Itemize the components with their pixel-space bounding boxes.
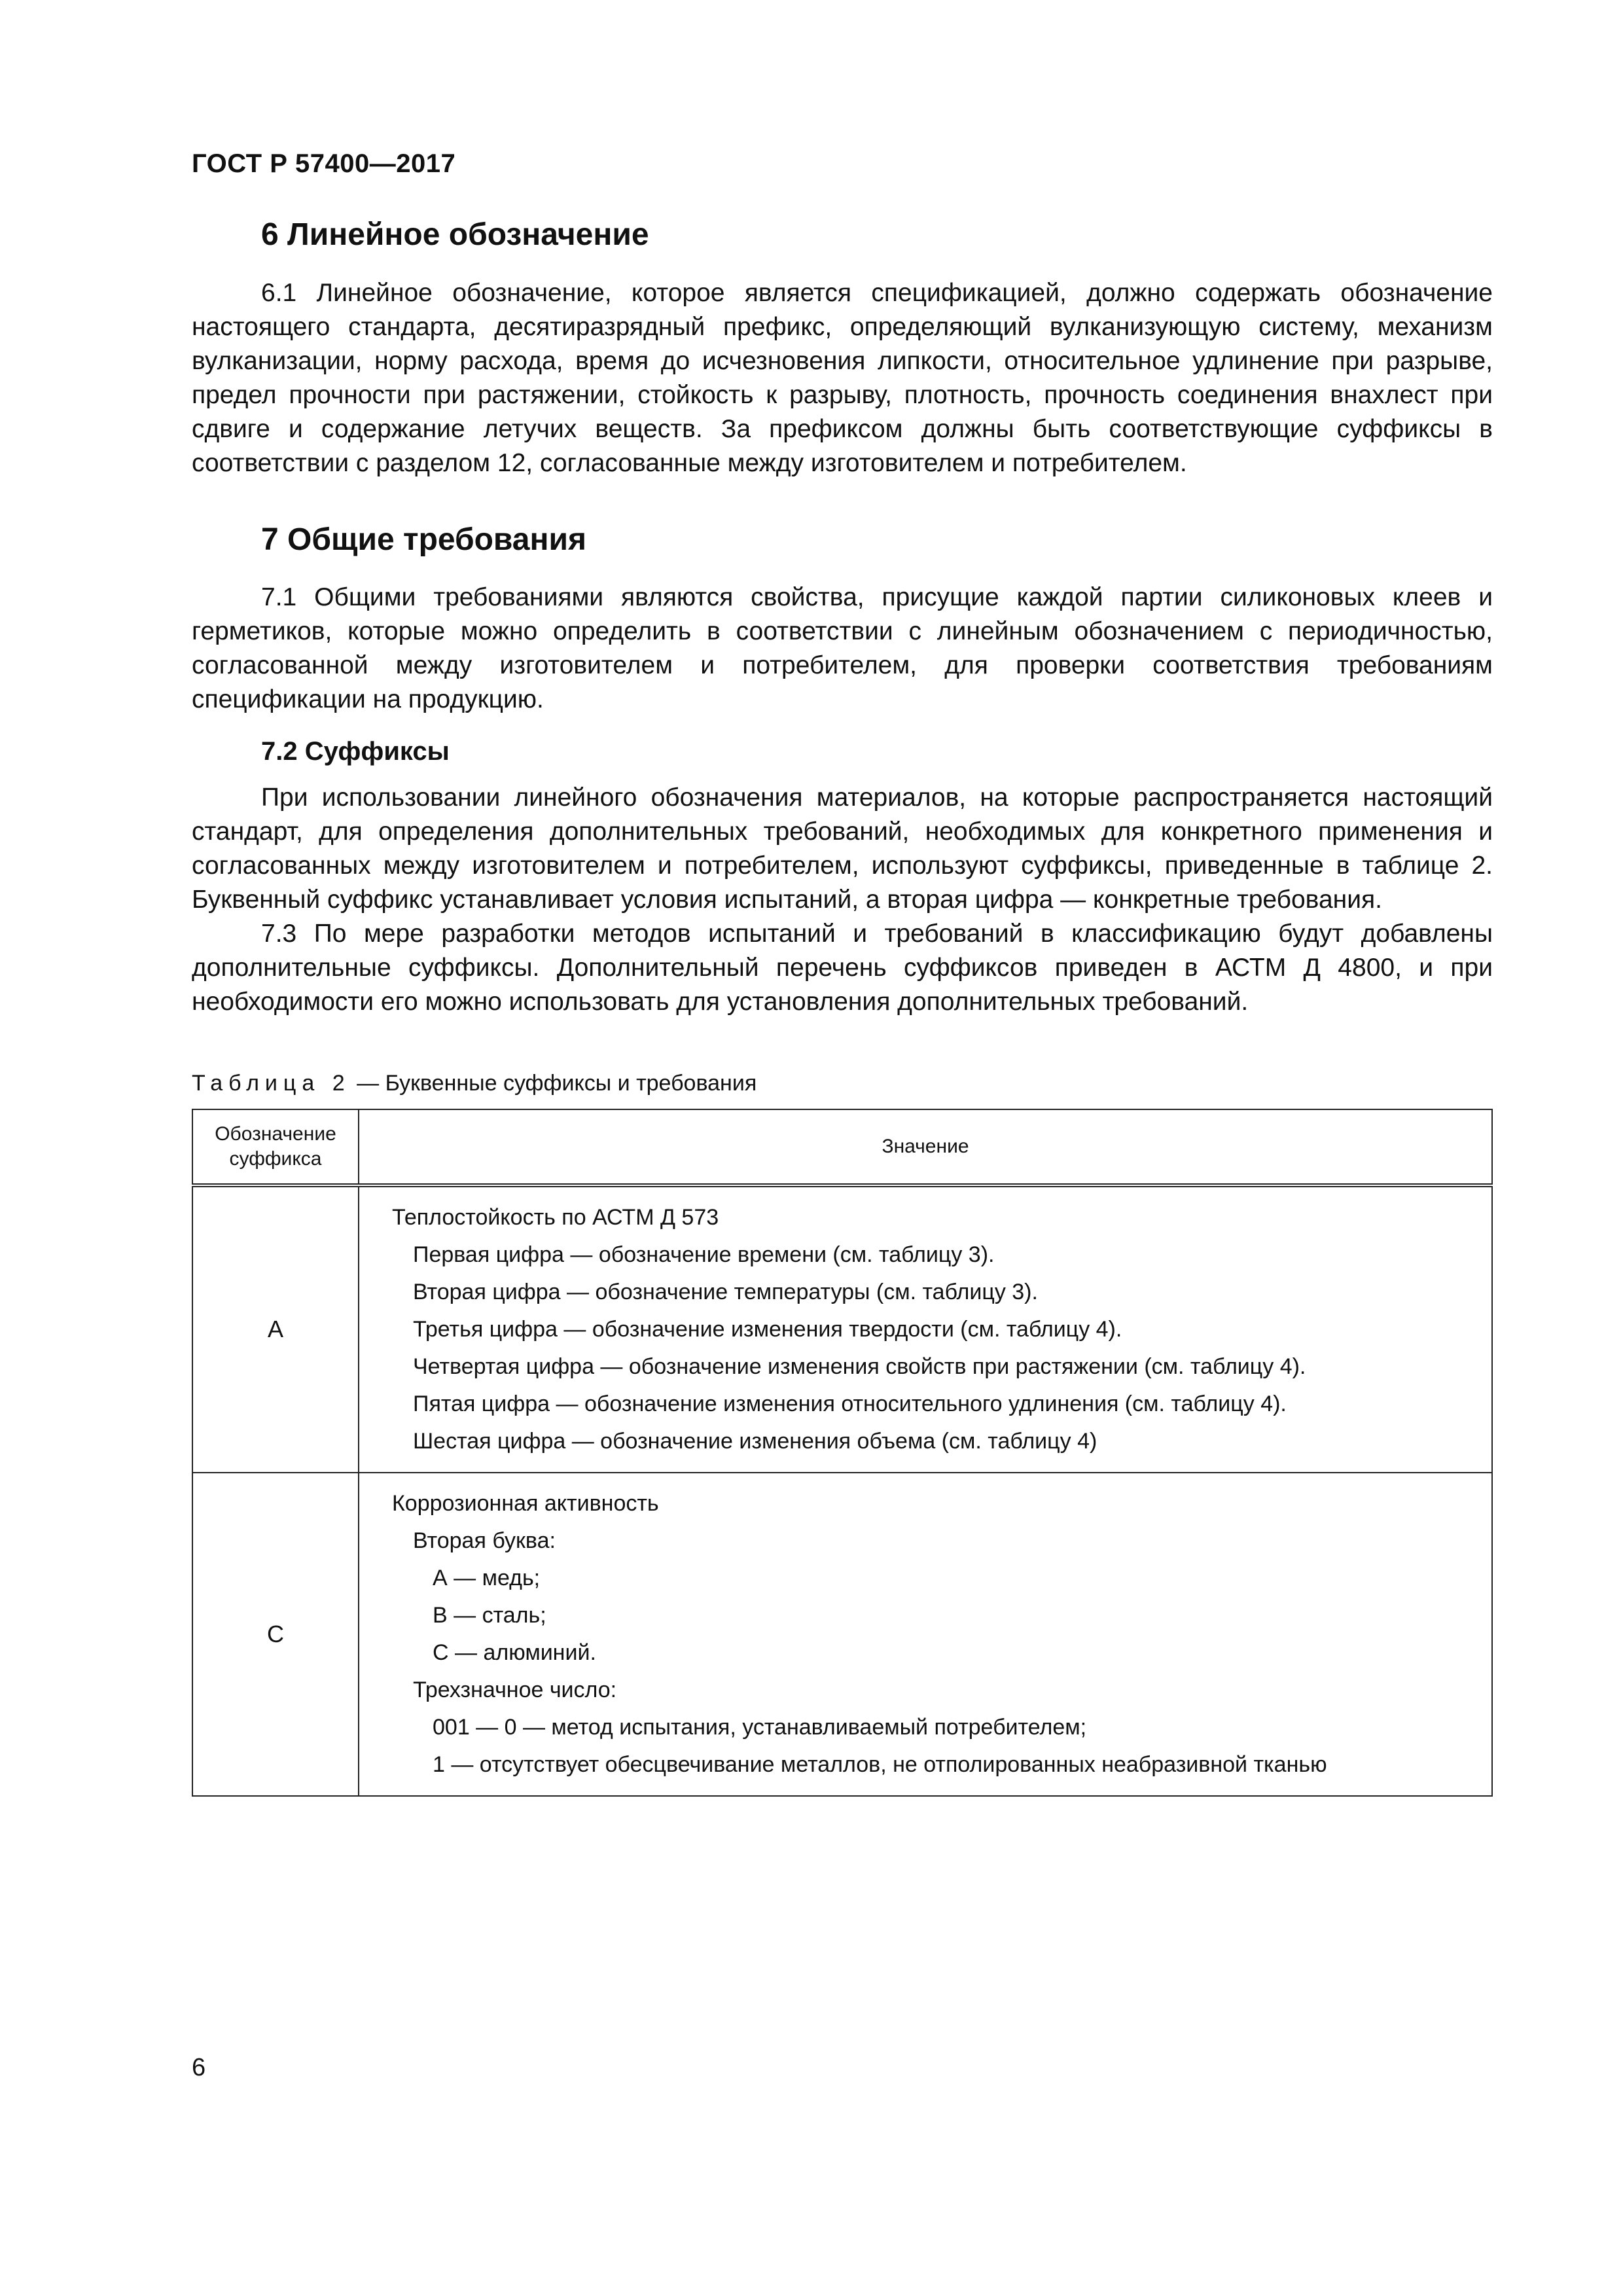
section-7-title: 7 Общие требования [261, 522, 586, 557]
suffix-c-no-discoloration: 1 — отсутствует обесцвечивание металлов, не отполированных неабразивной тканью [433, 1751, 1327, 1777]
suffix-c-second-letter: Вторая буква: [413, 1528, 556, 1553]
header-suffix-designation: Обозначение суффикса [192, 1109, 359, 1185]
suffix-c-aluminium: С — алюминий. [433, 1640, 596, 1665]
suffix-a-line-2: Вторая цифра — обозначение температуры (см. таблицу 3). [413, 1279, 1038, 1304]
suffix-a-line-6: Шестая цифра — обозначение изменения объема (см. таблицу 4) [413, 1428, 1097, 1454]
table-header-row [192, 1109, 1492, 1185]
suffix-a-title: Теплостойкость по АСТМ Д 573 [392, 1204, 719, 1230]
page-number: 6 [192, 2054, 206, 2081]
suffix-c-description [359, 1473, 1492, 1796]
suffix-table [192, 1109, 1493, 1797]
section-6-title: 6 Линейное обозначение [261, 217, 649, 252]
header-value: Значение [359, 1109, 1492, 1185]
table-row-a [192, 1185, 1492, 1473]
subsection-7-2-title: 7.2 Суффиксы [261, 737, 450, 766]
suffix-c-method: 001 — 0 — метод испытания, устанавливаемый потребителем; [433, 1714, 1087, 1740]
paragraph-7-2: При использовании линейного обозначения материалов, на которые распространяется настоящий стандарт, для определения дополнительных требований, необходимых для конкретного применения и согласованных между изготовителем и потребителем, используют суффиксы, приведенные в таблице 2. Буквенный суффикс устанавливает условия испытаний, а вторая цифра — конкретные требования. [192, 783, 1493, 914]
table-row-c [192, 1473, 1492, 1796]
suffix-c-steel: В — сталь; [433, 1602, 546, 1628]
suffix-code-c: C [192, 1473, 359, 1796]
suffix-c-three-digit: Трехзначное число: [413, 1677, 617, 1702]
suffix-a-line-4: Четвертая цифра — обозначение изменения свойств при растяжении (см. таблицу 4). [413, 1354, 1306, 1379]
page-content [192, 216, 1493, 1797]
suffix-a-line-1: Первая цифра — обозначение времени (см. таблицу 3). [413, 1242, 995, 1267]
suffix-c-title: Коррозионная активность [392, 1490, 659, 1516]
suffix-a-description [359, 1185, 1492, 1473]
suffix-a-line-3: Третья цифра — обозначение изменения твердости (см. таблицу 4). [413, 1316, 1122, 1342]
table-caption [192, 1070, 1493, 1097]
suffix-a-line-5: Пятая цифра — обозначение изменения относительного удлинения (см. таблицу 4). [413, 1391, 1287, 1416]
suffix-code-a: A [192, 1185, 359, 1473]
document-code-header: ГОСТ Р 57400—2017 [192, 149, 456, 178]
table-caption-label: Таблица 2 [192, 1071, 351, 1096]
paragraph-7-1: 7.1 Общими требованиями являются свойства, присущие каждой партии силиконовых клеев и герметиков, которые можно определить в соответствии с линейным обозначением с периодичностью, согласованной между изготовителем и потребителем, для проверки соответствия требованиям спецификации на продукцию. [192, 583, 1493, 714]
paragraph-6-1: 6.1 Линейное обозначение, которое является спецификацией, должно содержать обозначение настоящего стандарта, десятиразрядный префикс, определяющий вулканизующую систему, механизм вулканизации, норму расхода, время до исчезновения липкости, относительное удлинение при разрыве, предел прочности при растяжении, стойкость к разрыву, плотность, прочность соединения внахлест при сдвиге и содержание летучих веществ. За префиксом должны быть соответствующие суффиксы в соответствии с разделом 12, согласованные между изготовителем и потребителем. [192, 278, 1493, 477]
suffix-c-copper: А — медь; [433, 1565, 541, 1590]
table-caption-text: — Буквенные суффиксы и требования [350, 1071, 757, 1096]
paragraph-7-3: 7.3 По мере разработки методов испытаний и требований в классификацию будут добавлены дополнительные суффиксы. Дополнительный перечень суффиксов приведен в АСТМ Д 4800, и при необходимости его можно использовать для установления дополнительных требований. [192, 920, 1493, 1016]
